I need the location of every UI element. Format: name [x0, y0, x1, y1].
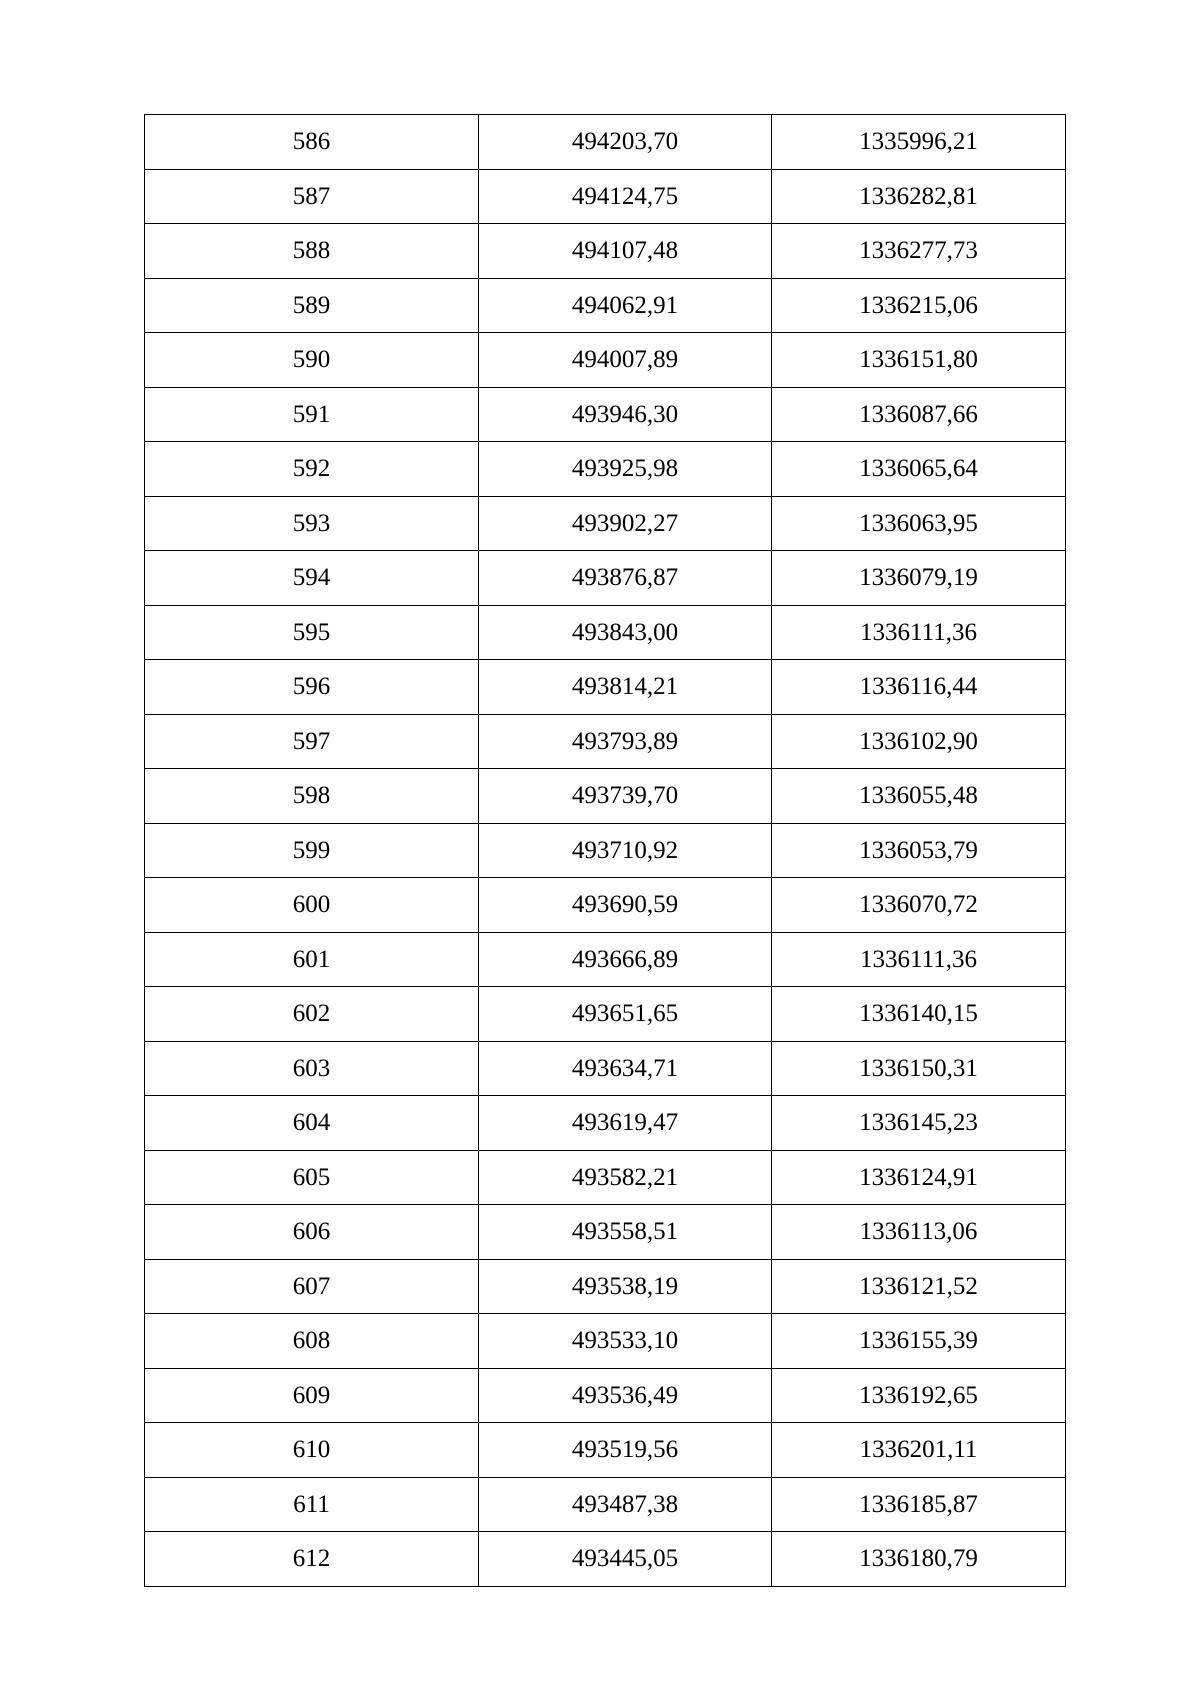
table-row — [145, 660, 1066, 715]
table-row — [145, 932, 1066, 987]
point-number-cell: 597 — [145, 714, 479, 769]
x-coordinate-cell: 493666,89 — [479, 932, 772, 987]
table-row — [145, 1259, 1066, 1314]
point-number-cell: 596 — [145, 660, 479, 715]
point-number-cell: 610 — [145, 1423, 479, 1478]
table-row — [145, 1096, 1066, 1151]
y-coordinate-cell: 1336180,79 — [772, 1532, 1066, 1587]
table-row — [145, 878, 1066, 933]
point-number-cell: 608 — [145, 1314, 479, 1369]
point-number-cell: 600 — [145, 878, 479, 933]
y-coordinate-cell: 1336063,95 — [772, 496, 1066, 551]
point-number-cell: 593 — [145, 496, 479, 551]
x-coordinate-cell: 494107,48 — [479, 224, 772, 279]
x-coordinate-cell: 493619,47 — [479, 1096, 772, 1151]
point-number-cell: 605 — [145, 1150, 479, 1205]
table-row — [145, 714, 1066, 769]
x-coordinate-cell: 493925,98 — [479, 442, 772, 497]
table-row — [145, 278, 1066, 333]
x-coordinate-cell: 494203,70 — [479, 115, 772, 170]
x-coordinate-cell: 493533,10 — [479, 1314, 772, 1369]
y-coordinate-cell: 1336155,39 — [772, 1314, 1066, 1369]
x-coordinate-cell: 493538,19 — [479, 1259, 772, 1314]
x-coordinate-cell: 493739,70 — [479, 769, 772, 824]
table-row — [145, 442, 1066, 497]
point-number-cell: 602 — [145, 987, 479, 1042]
y-coordinate-cell: 1336113,06 — [772, 1205, 1066, 1260]
point-number-cell: 598 — [145, 769, 479, 824]
point-number-cell: 609 — [145, 1368, 479, 1423]
y-coordinate-cell: 1336145,23 — [772, 1096, 1066, 1151]
point-number-cell: 604 — [145, 1096, 479, 1151]
table-row — [145, 551, 1066, 606]
y-coordinate-cell: 1336111,36 — [772, 932, 1066, 987]
table-row — [145, 224, 1066, 279]
y-coordinate-cell: 1336201,11 — [772, 1423, 1066, 1478]
y-coordinate-cell: 1336116,44 — [772, 660, 1066, 715]
table-row — [145, 1205, 1066, 1260]
x-coordinate-cell: 493902,27 — [479, 496, 772, 551]
y-coordinate-cell: 1336140,15 — [772, 987, 1066, 1042]
y-coordinate-cell: 1335996,21 — [772, 115, 1066, 170]
point-number-cell: 588 — [145, 224, 479, 279]
y-coordinate-cell: 1336102,90 — [772, 714, 1066, 769]
x-coordinate-cell: 493843,00 — [479, 605, 772, 660]
y-coordinate-cell: 1336185,87 — [772, 1477, 1066, 1532]
point-number-cell: 594 — [145, 551, 479, 606]
table-row — [145, 1477, 1066, 1532]
y-coordinate-cell: 1336079,19 — [772, 551, 1066, 606]
y-coordinate-cell: 1336111,36 — [772, 605, 1066, 660]
table-row — [145, 387, 1066, 442]
coordinates-table-body — [145, 115, 1066, 1587]
x-coordinate-cell: 493651,65 — [479, 987, 772, 1042]
y-coordinate-cell: 1336192,65 — [772, 1368, 1066, 1423]
table-row — [145, 987, 1066, 1042]
y-coordinate-cell: 1336277,73 — [772, 224, 1066, 279]
x-coordinate-cell: 493582,21 — [479, 1150, 772, 1205]
x-coordinate-cell: 493946,30 — [479, 387, 772, 442]
point-number-cell: 611 — [145, 1477, 479, 1532]
table-row — [145, 1150, 1066, 1205]
point-number-cell: 603 — [145, 1041, 479, 1096]
table-row — [145, 1314, 1066, 1369]
y-coordinate-cell: 1336070,72 — [772, 878, 1066, 933]
point-number-cell: 592 — [145, 442, 479, 497]
point-number-cell: 586 — [145, 115, 479, 170]
y-coordinate-cell: 1336087,66 — [772, 387, 1066, 442]
table-row — [145, 1041, 1066, 1096]
y-coordinate-cell: 1336055,48 — [772, 769, 1066, 824]
y-coordinate-cell: 1336215,06 — [772, 278, 1066, 333]
table-row — [145, 1368, 1066, 1423]
table-row — [145, 333, 1066, 388]
table-row — [145, 496, 1066, 551]
coordinates-table — [144, 114, 1066, 1587]
point-number-cell: 587 — [145, 169, 479, 224]
table-row — [145, 823, 1066, 878]
x-coordinate-cell: 493634,71 — [479, 1041, 772, 1096]
table-row — [145, 769, 1066, 824]
point-number-cell: 601 — [145, 932, 479, 987]
x-coordinate-cell: 494007,89 — [479, 333, 772, 388]
table-row — [145, 605, 1066, 660]
y-coordinate-cell: 1336151,80 — [772, 333, 1066, 388]
y-coordinate-cell: 1336124,91 — [772, 1150, 1066, 1205]
y-coordinate-cell: 1336065,64 — [772, 442, 1066, 497]
point-number-cell: 606 — [145, 1205, 479, 1260]
x-coordinate-cell: 493445,05 — [479, 1532, 772, 1587]
y-coordinate-cell: 1336150,31 — [772, 1041, 1066, 1096]
x-coordinate-cell: 493558,51 — [479, 1205, 772, 1260]
point-number-cell: 612 — [145, 1532, 479, 1587]
x-coordinate-cell: 493710,92 — [479, 823, 772, 878]
x-coordinate-cell: 493876,87 — [479, 551, 772, 606]
point-number-cell: 599 — [145, 823, 479, 878]
x-coordinate-cell: 493487,38 — [479, 1477, 772, 1532]
x-coordinate-cell: 494062,91 — [479, 278, 772, 333]
point-number-cell: 595 — [145, 605, 479, 660]
x-coordinate-cell: 493536,49 — [479, 1368, 772, 1423]
table-row — [145, 169, 1066, 224]
x-coordinate-cell: 493793,89 — [479, 714, 772, 769]
point-number-cell: 590 — [145, 333, 479, 388]
y-coordinate-cell: 1336121,52 — [772, 1259, 1066, 1314]
table-row — [145, 1423, 1066, 1478]
point-number-cell: 607 — [145, 1259, 479, 1314]
point-number-cell: 591 — [145, 387, 479, 442]
x-coordinate-cell: 493690,59 — [479, 878, 772, 933]
point-number-cell: 589 — [145, 278, 479, 333]
x-coordinate-cell: 493519,56 — [479, 1423, 772, 1478]
x-coordinate-cell: 493814,21 — [479, 660, 772, 715]
table-row — [145, 115, 1066, 170]
x-coordinate-cell: 494124,75 — [479, 169, 772, 224]
table-row — [145, 1532, 1066, 1587]
y-coordinate-cell: 1336282,81 — [772, 169, 1066, 224]
y-coordinate-cell: 1336053,79 — [772, 823, 1066, 878]
